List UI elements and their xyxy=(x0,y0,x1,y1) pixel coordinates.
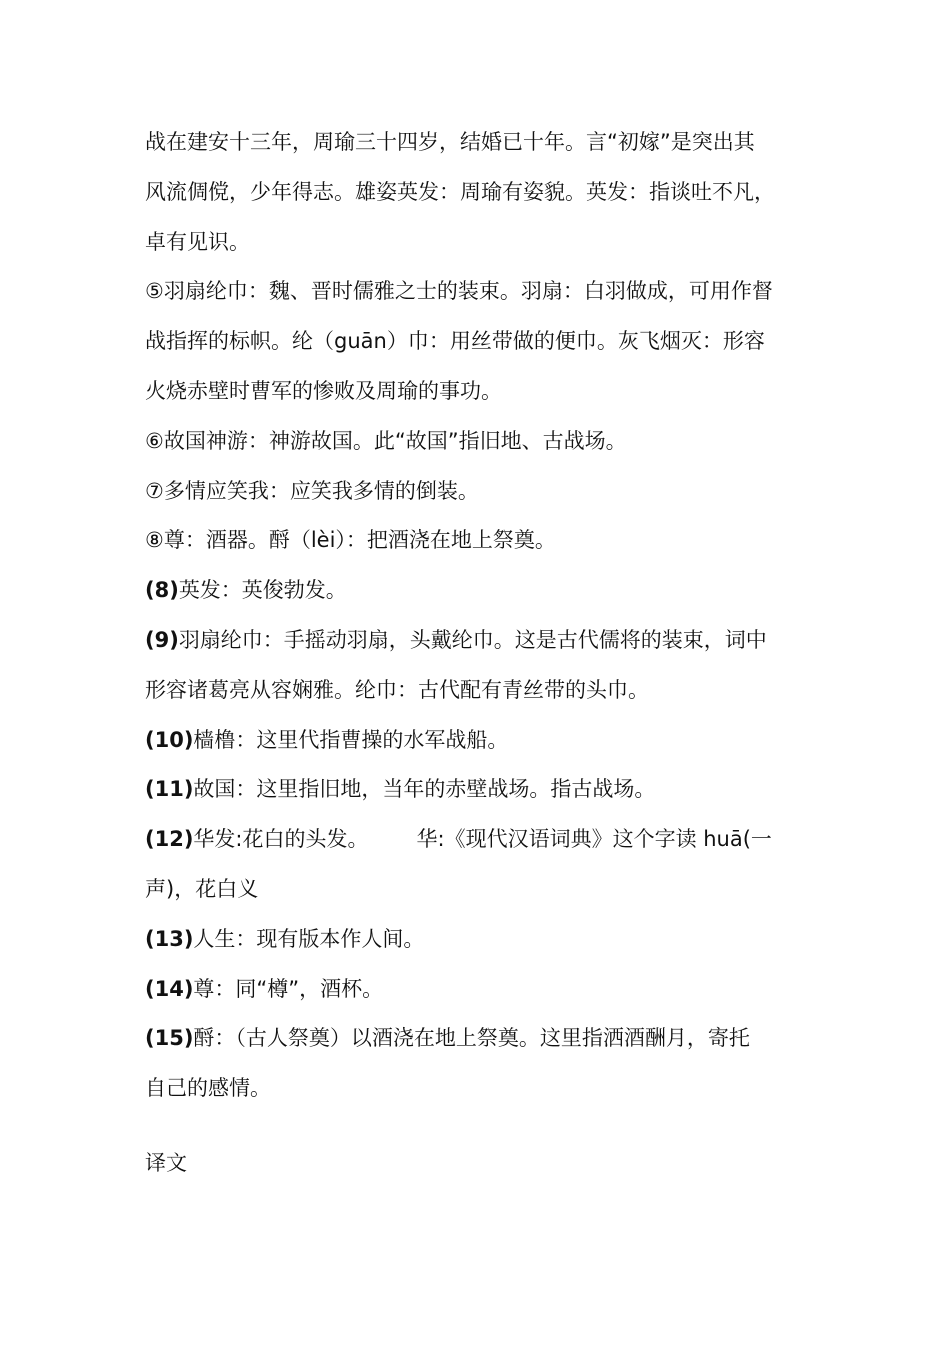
note-text: 故国：这里指旧地，当年的赤壁战场。指古战场。 xyxy=(193,777,656,802)
line-text: 火烧赤壁时曹军的惨败及周瑜的事功。 xyxy=(145,378,502,403)
note-text: 英发：英俊勃发。 xyxy=(178,578,347,603)
line-text: ⑦多情应笑我：应笑我多情的倒装。 xyxy=(145,478,479,503)
text-line xyxy=(145,516,815,566)
section-heading: 译文 xyxy=(145,1151,187,1175)
note-line xyxy=(145,815,815,865)
note-line xyxy=(145,716,815,766)
note-number: (8) xyxy=(145,578,179,603)
note-text: 酹：（古人祭奠）以酒浇在地上祭奠。这里指洒酒酬月，寄托 xyxy=(193,1026,750,1051)
text-line xyxy=(145,417,815,467)
note-text: 羽扇纶巾：手摇动羽扇，头戴纶巾。这是古代儒将的装束，词中 xyxy=(178,627,767,652)
line-text: 风流倜傥，少年得志。雄姿英发：周瑜有姿貌。英发：指谈吐不凡， xyxy=(145,179,775,204)
note-line xyxy=(145,965,815,1015)
annotation-text xyxy=(145,118,815,1114)
line-text: 战指挥的标帜。纶（guān）巾：用丝带做的便巾。灰飞烟灭：形容 xyxy=(145,329,765,354)
note-line xyxy=(145,915,815,965)
note-number: (13) xyxy=(145,926,194,951)
note-number: (10) xyxy=(145,727,194,752)
note-line xyxy=(145,865,815,915)
note-line xyxy=(145,666,815,716)
text-line xyxy=(145,367,815,417)
note-text: 自己的感情。 xyxy=(145,1076,271,1101)
note-text: 尊：同“樽”，酒杯。 xyxy=(193,976,384,1001)
note-number: (14) xyxy=(145,976,194,1001)
text-line xyxy=(145,317,815,367)
note-text: 华发:花白的头发。 xyxy=(193,827,369,852)
note-number: (15) xyxy=(145,1026,194,1051)
text-line xyxy=(145,467,815,517)
note-extra-text: 华:《现代汉语词典》这个字读 huā(一 xyxy=(416,827,772,852)
text-line xyxy=(145,168,815,218)
note-text: 形容诸葛亮从容娴雅。纶巾：古代配有青丝带的头巾。 xyxy=(145,677,649,702)
note-line xyxy=(145,616,815,666)
line-text: 战在建安十三年，周瑜三十四岁，结婚已十年。言“初嫁”是突出其 xyxy=(145,130,755,154)
note-line xyxy=(145,765,815,815)
note-number: (9) xyxy=(145,627,179,652)
note-line xyxy=(145,1064,815,1114)
note-number: (11) xyxy=(145,777,194,802)
line-text: 卓有见识。 xyxy=(145,229,250,254)
note-line xyxy=(145,566,815,616)
note-text: 樯橹：这里代指曹操的水军战船。 xyxy=(193,727,509,752)
note-text: 声)，花白义 xyxy=(145,876,259,901)
text-line xyxy=(145,267,815,317)
line-text: ⑤羽扇纶巾：魏、晋时儒雅之士的装束。羽扇：白羽做成，可用作督 xyxy=(145,279,773,304)
text-line xyxy=(145,118,815,168)
note-text: 人生：现有版本作人间。 xyxy=(193,926,425,951)
note-number: (12) xyxy=(145,827,194,852)
line-text: ⑥故国神游：神游故国。此“故国”指旧地、古战场。 xyxy=(145,428,627,453)
line-text: ⑧尊：酒器。酹（lèi）：把酒浇在地上祭奠。 xyxy=(145,528,556,553)
note-line xyxy=(145,1014,815,1064)
text-line xyxy=(145,218,815,268)
